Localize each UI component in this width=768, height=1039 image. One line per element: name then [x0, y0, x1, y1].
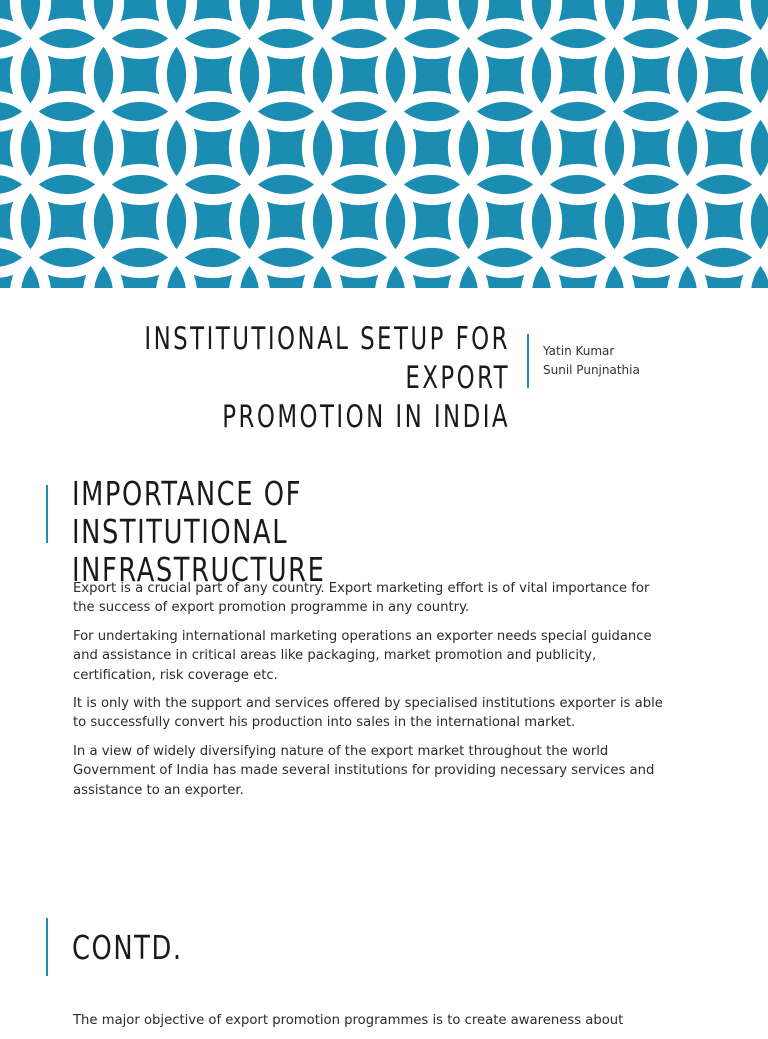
slide-heading: CONTD. — [72, 928, 183, 967]
heading-accent-bar — [46, 918, 48, 976]
heading-line-1: IMPORTANCE OF INSTITUTIONAL — [72, 474, 302, 551]
slide-heading — [72, 475, 509, 589]
author-list — [543, 342, 640, 380]
author-name: Sunil Punjnathia — [543, 363, 640, 377]
body-paragraph: The major objective of export promotion programmes is to create awareness about — [73, 1013, 624, 1028]
slide-body — [73, 579, 673, 809]
body-paragraph: For undertaking international marketing operations an exporter needs special guidance and assistance in critical areas like packaging, market promotion and publicity, certification, risk coverage etc. — [73, 628, 652, 683]
author-name: Yatin Kumar — [543, 344, 615, 358]
slide-body — [73, 1011, 673, 1039]
body-paragraph: In a view of widely diversifying nature of the export market throughout the world Government of India has made several institutions for providing necessary services and assistance to an exporter. — [73, 743, 655, 798]
title-divider — [527, 334, 529, 388]
body-paragraph: Export is a crucial part of any country. Export marketing effort is of vital importance for the success of export promotion programme in any country. — [73, 581, 650, 616]
slide-importance — [0, 455, 768, 835]
title-slide — [0, 288, 768, 434]
body-paragraph: It is only with the support and services offered by specialised institutions exporter is able to successfully convert his production into sales in the international market. — [73, 696, 663, 731]
slide-contd — [0, 885, 768, 1028]
header-pattern-banner — [0, 0, 768, 288]
heading-accent-bar — [46, 485, 48, 543]
presentation-title — [116, 320, 510, 437]
title-line-2: PROMOTION IN INDIA — [222, 399, 511, 435]
title-line-1: INSTITUTIONAL SETUP FOR EXPORT — [144, 321, 510, 396]
circle-lattice-pattern — [0, 0, 768, 288]
heading-line-2: INFRASTRUCTURE — [72, 550, 326, 589]
